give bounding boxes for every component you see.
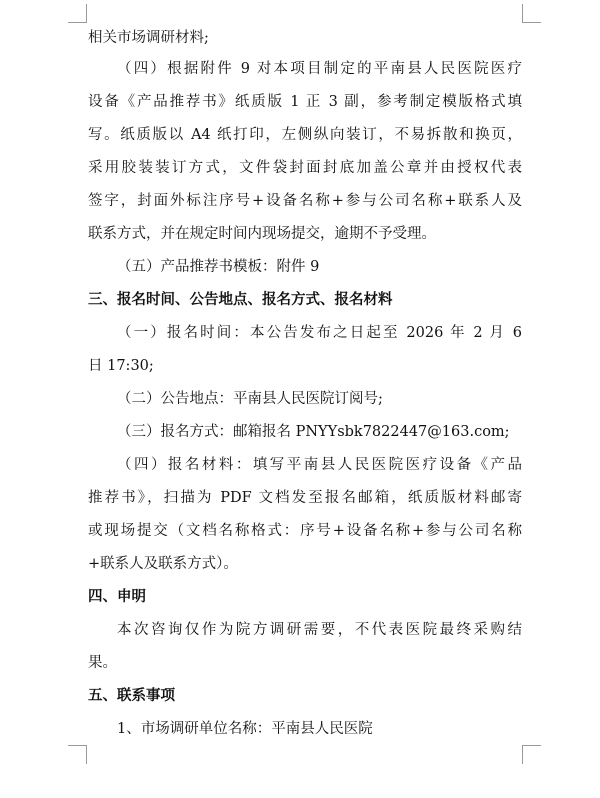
paragraph-line: （四）报名材料：填写平南县人民医院医疗设备《产品 (117, 457, 522, 473)
paragraph-line: +联系人及联系方式）。 (88, 556, 238, 572)
paragraph-line: （五）产品推荐书模板：附件 9 (117, 259, 320, 275)
page-corner-mark (522, 4, 541, 23)
section-heading: 四、申明 (88, 589, 146, 605)
paragraph-line: 推荐书》，扫描为 PDF 文档发至报名邮箱，纸质版材料邮寄 (88, 490, 522, 506)
paragraph-line: （四）根据附件 9 对本项目制定的平南县人民医院医疗 (117, 61, 522, 77)
paragraph-line: 设备《产品推荐书》纸质版 1 正 3 副，参考制定模版格式填 (88, 94, 522, 110)
section-heading: 三、报名时间、公告地点、报名方式、报名材料 (88, 292, 393, 308)
page-corner-mark (68, 745, 87, 764)
paragraph-line: （二）公告地点：平南县人民医院订阅号; (117, 391, 383, 407)
paragraph-line: 本次咨询仅作为院方调研需要，不代表医院最终采购结 (117, 622, 522, 638)
paragraph-line: 相关市场调研材料; (88, 30, 209, 46)
paragraph-line: 日 17:30; (88, 358, 154, 374)
paragraph-line: 1、市场调研单位名称：平南县人民医院 (117, 721, 373, 737)
page-corner-mark (68, 4, 87, 23)
paragraph-line: （三）报名方式：邮箱报名 PNYYsbk7822447@163.com; (117, 424, 510, 440)
paragraph-line: （一）报名时间：本公告发布之日起至 2026 年 2 月 6 (117, 325, 522, 341)
paragraph-line: 或现场提交（文档名称格式：序号+设备名称+参与公司名称 (88, 523, 522, 539)
paragraph-line: 写。纸质版以 A4 纸打印，左侧纵向装订，不易拆散和换页， (88, 127, 522, 143)
paragraph-line: 签字，封面外标注序号+设备名称+参与公司名称+联系人及 (88, 193, 522, 209)
page-corner-mark (522, 745, 541, 764)
paragraph-line: 采用胶装装订方式，文件袋封面封底加盖公章并由授权代表 (88, 160, 522, 176)
paragraph-line: 联系方式，并在规定时间内现场提交，逾期不予受理。 (88, 226, 436, 242)
paragraph-line: 果。 (88, 655, 117, 671)
section-heading: 五、联系事项 (88, 688, 175, 704)
